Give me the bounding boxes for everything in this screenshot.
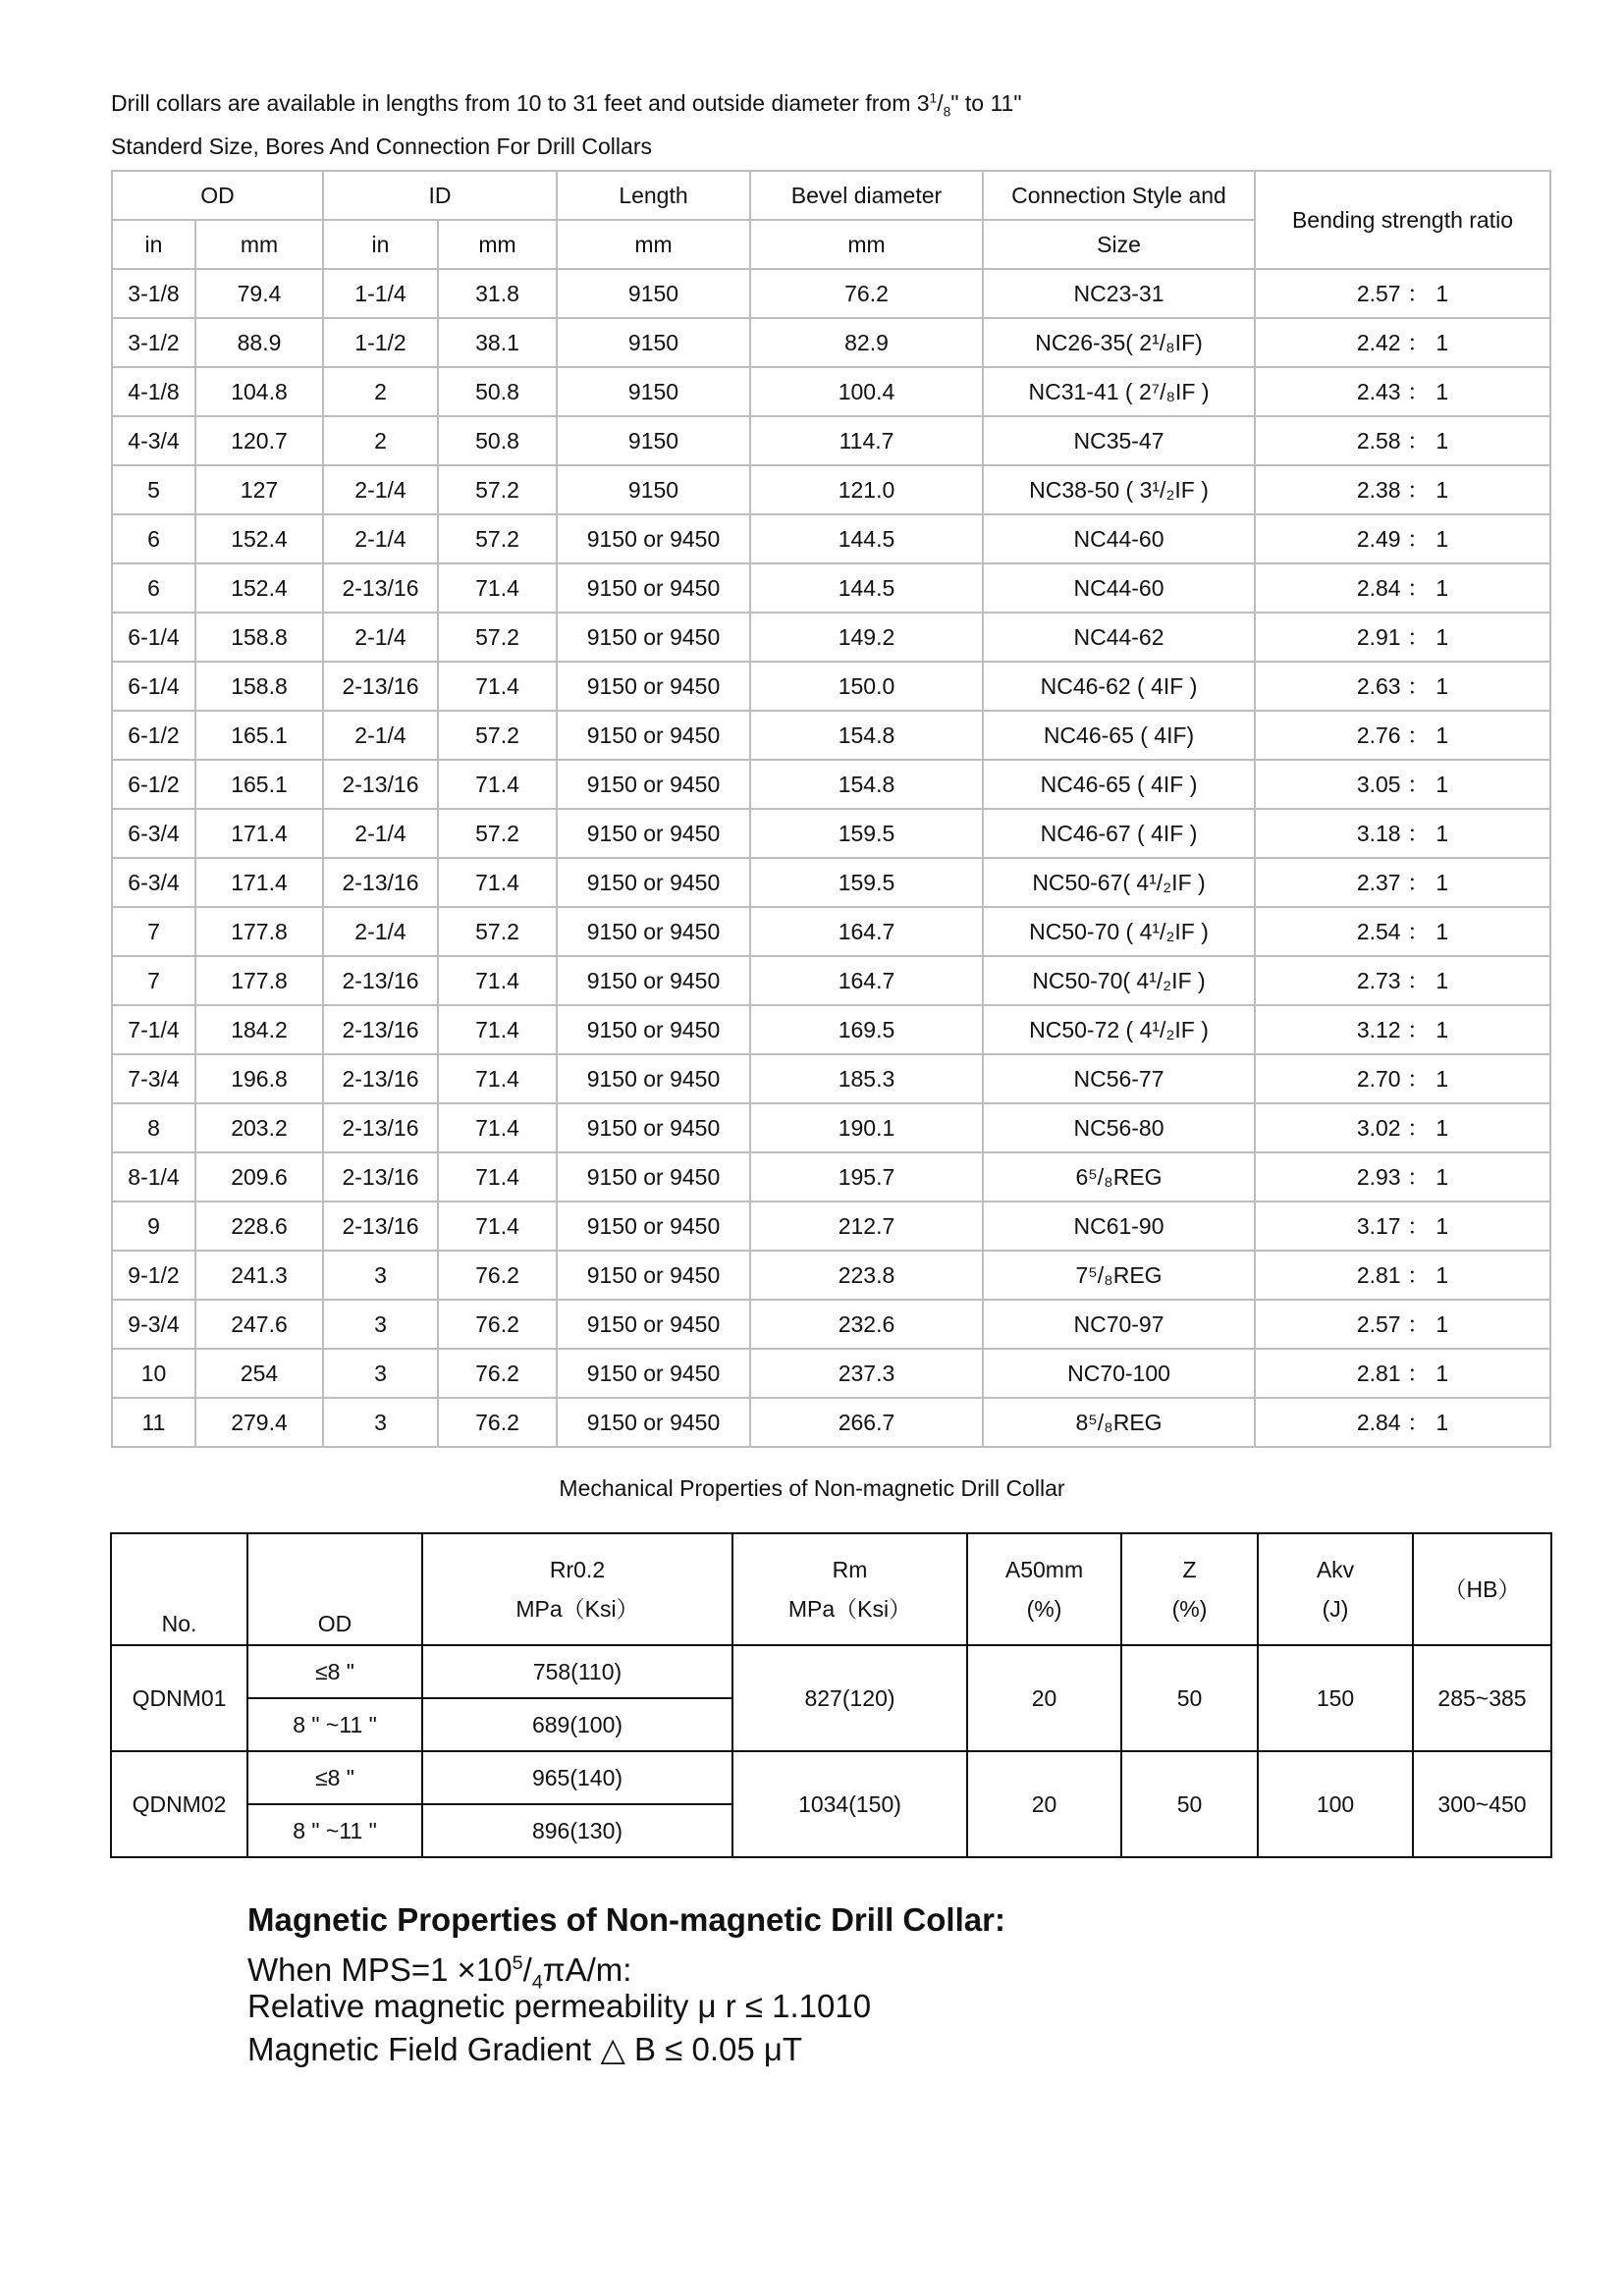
table-row — [112, 907, 1550, 956]
mech-cell-od: 8 " ~11 " — [247, 1698, 422, 1751]
mech-table-body — [111, 1645, 1551, 1857]
mech-header-akv — [1258, 1533, 1413, 1645]
cell-od-in: 8-1/4 — [112, 1152, 195, 1201]
cell-od-in: 6-1/4 — [112, 613, 195, 662]
cell-conn: NC31-41 ( 2⁷/₈IF ) — [983, 367, 1255, 416]
cell-od-in: 6-3/4 — [112, 809, 195, 858]
cell-od-in: 9-3/4 — [112, 1300, 195, 1349]
header-id-in: in — [323, 220, 438, 269]
cell-id-mm: 71.4 — [438, 1005, 557, 1054]
mech-cell-a50: 20 — [967, 1645, 1121, 1751]
cell-id-in: 2-13/16 — [323, 1201, 438, 1251]
table-row — [112, 1201, 1550, 1251]
cell-length: 9150 — [557, 318, 750, 367]
cell-od-mm: 120.7 — [195, 416, 323, 465]
cell-id-mm: 71.4 — [438, 1054, 557, 1103]
cell-od-in: 3-1/8 — [112, 269, 195, 318]
cell-bevel: 169.5 — [750, 1005, 983, 1054]
table-row — [112, 1398, 1550, 1447]
header-bending-ratio: Bending strength ratio — [1255, 171, 1550, 269]
cell-ratio: 2.81 ： 1 — [1255, 1349, 1550, 1398]
cell-conn: 8⁵/₈REG — [983, 1398, 1255, 1447]
cell-ratio: 2.57 ： 1 — [1255, 1300, 1550, 1349]
mech-header-hb: （HB） — [1413, 1533, 1551, 1645]
cell-od-in: 7 — [112, 907, 195, 956]
mech-header-a50-unit: (%) — [1026, 1596, 1062, 1622]
cell-length: 9150 — [557, 465, 750, 514]
cell-id-mm: 76.2 — [438, 1398, 557, 1447]
header-id-mm: mm — [438, 220, 557, 269]
cell-od-in: 6 — [112, 563, 195, 613]
header-length: Length — [557, 171, 750, 220]
cell-bevel: 185.3 — [750, 1054, 983, 1103]
cell-id-in: 2-13/16 — [323, 1054, 438, 1103]
cell-conn: 6⁵/₈REG — [983, 1152, 1255, 1201]
table-row — [111, 1751, 1551, 1804]
mech-cell-rr: 689(100) — [422, 1698, 732, 1751]
cell-bevel: 154.8 — [750, 711, 983, 760]
cell-id-mm: 50.8 — [438, 416, 557, 465]
table-row — [112, 1103, 1550, 1152]
mech-header-akv-label: Akv — [1316, 1557, 1355, 1582]
table-row — [112, 514, 1550, 563]
magnetic-permeability-line: Relative magnetic permeability μ r ≤ 1.1010 — [247, 1988, 872, 2024]
cell-bevel: 266.7 — [750, 1398, 983, 1447]
cell-length: 9150 or 9450 — [557, 907, 750, 956]
cell-length: 9150 or 9450 — [557, 711, 750, 760]
table-row — [112, 956, 1550, 1005]
cell-od-mm: 196.8 — [195, 1054, 323, 1103]
cell-bevel: 100.4 — [750, 367, 983, 416]
cell-ratio: 2.81 ： 1 — [1255, 1251, 1550, 1300]
cell-ratio: 2.70 ： 1 — [1255, 1054, 1550, 1103]
cell-id-mm: 76.2 — [438, 1300, 557, 1349]
cell-conn: NC50-67( 4¹/₂IF ) — [983, 858, 1255, 907]
cell-id-in: 2-1/4 — [323, 613, 438, 662]
cell-od-in: 6-1/4 — [112, 662, 195, 711]
cell-id-mm: 71.4 — [438, 760, 557, 809]
cell-id-in: 2-1/4 — [323, 465, 438, 514]
cell-conn: NC38-50 ( 3¹/₂IF ) — [983, 465, 1255, 514]
cell-conn: NC46-65 ( 4IF) — [983, 711, 1255, 760]
cell-od-in: 9-1/2 — [112, 1251, 195, 1300]
header-id: ID — [323, 171, 557, 220]
cell-id-in: 2-13/16 — [323, 1005, 438, 1054]
cell-bevel: 82.9 — [750, 318, 983, 367]
cell-od-mm: 171.4 — [195, 809, 323, 858]
collar-table-body — [112, 269, 1550, 1447]
cell-od-mm: 203.2 — [195, 1103, 323, 1152]
cell-id-in: 2-13/16 — [323, 662, 438, 711]
cell-id-mm: 76.2 — [438, 1349, 557, 1398]
cell-id-mm: 71.4 — [438, 956, 557, 1005]
cell-ratio: 3.17 ： 1 — [1255, 1201, 1550, 1251]
cell-ratio: 2.43 ： 1 — [1255, 367, 1550, 416]
drill-collar-size-table — [111, 170, 1551, 1448]
table-row — [112, 1054, 1550, 1103]
cell-ratio: 3.02 ： 1 — [1255, 1103, 1550, 1152]
cell-id-in: 3 — [323, 1251, 438, 1300]
header-od: OD — [112, 171, 323, 220]
cell-id-mm: 71.4 — [438, 858, 557, 907]
cell-length: 9150 or 9450 — [557, 1054, 750, 1103]
cell-conn: NC50-72 ( 4¹/₂IF ) — [983, 1005, 1255, 1054]
cell-length: 9150 or 9450 — [557, 858, 750, 907]
table-row — [112, 1300, 1550, 1349]
cell-length: 9150 or 9450 — [557, 1103, 750, 1152]
cell-id-mm: 71.4 — [438, 1103, 557, 1152]
mech-cell-od: 8 " ~11 " — [247, 1804, 422, 1857]
cell-id-mm: 76.2 — [438, 1251, 557, 1300]
cell-ratio: 3.18 ： 1 — [1255, 809, 1550, 858]
cell-od-mm: 152.4 — [195, 563, 323, 613]
cell-id-mm: 71.4 — [438, 662, 557, 711]
header-connection-size: Size — [983, 220, 1255, 269]
cell-conn: NC70-97 — [983, 1300, 1255, 1349]
cell-od-in: 11 — [112, 1398, 195, 1447]
intro-fraction-num: 1 — [929, 90, 938, 106]
cell-ratio: 2.37 ： 1 — [1255, 858, 1550, 907]
table-row — [112, 1005, 1550, 1054]
cell-ratio: 2.93 ： 1 — [1255, 1152, 1550, 1201]
cell-conn: NC70-100 — [983, 1349, 1255, 1398]
cell-bevel: 114.7 — [750, 416, 983, 465]
cell-bevel: 154.8 — [750, 760, 983, 809]
mech-cell-rm: 827(120) — [732, 1645, 967, 1751]
cell-ratio: 3.12 ： 1 — [1255, 1005, 1550, 1054]
cell-bevel: 149.2 — [750, 613, 983, 662]
cell-od-mm: 171.4 — [195, 858, 323, 907]
cell-od-in: 10 — [112, 1349, 195, 1398]
cell-ratio: 2.58 ： 1 — [1255, 416, 1550, 465]
cell-od-mm: 279.4 — [195, 1398, 323, 1447]
table-row — [112, 613, 1550, 662]
cell-bevel: 212.7 — [750, 1201, 983, 1251]
mech-cell-od: ≤8 " — [247, 1645, 422, 1698]
magnetic-line-1-unit: πA/m: — [542, 1951, 632, 1988]
cell-od-in: 5 — [112, 465, 195, 514]
mechanical-properties-title: Mechanical Properties of Non-magnetic Drill Collar — [559, 1475, 1065, 1501]
mech-cell-rm: 1034(150) — [732, 1751, 967, 1857]
cell-ratio: 2.91 ： 1 — [1255, 613, 1550, 662]
table-row — [112, 367, 1550, 416]
cell-od-in: 6-1/2 — [112, 760, 195, 809]
cell-od-in: 7-3/4 — [112, 1054, 195, 1103]
cell-od-mm: 247.6 — [195, 1300, 323, 1349]
mech-cell-hb: 285~385 — [1413, 1645, 1551, 1751]
cell-length: 9150 or 9450 — [557, 563, 750, 613]
cell-conn: NC46-65 ( 4IF ) — [983, 760, 1255, 809]
cell-ratio: 2.76 ： 1 — [1255, 711, 1550, 760]
cell-od-mm: 165.1 — [195, 760, 323, 809]
mech-cell-akv: 150 — [1258, 1645, 1413, 1751]
cell-id-in: 2-13/16 — [323, 1103, 438, 1152]
mech-header-a50-label: A50mm — [1004, 1557, 1084, 1582]
cell-od-in: 8 — [112, 1103, 195, 1152]
cell-id-mm: 31.8 — [438, 269, 557, 318]
cell-conn: NC44-62 — [983, 613, 1255, 662]
mech-header-rm-unit: MPa（Ksi） — [787, 1596, 912, 1622]
table-row — [112, 760, 1550, 809]
cell-od-in: 7-1/4 — [112, 1005, 195, 1054]
cell-id-mm: 57.2 — [438, 711, 557, 760]
cell-id-mm: 71.4 — [438, 563, 557, 613]
table-row — [112, 1152, 1550, 1201]
cell-length: 9150 or 9450 — [557, 662, 750, 711]
cell-id-in: 2 — [323, 416, 438, 465]
cell-length: 9150 or 9450 — [557, 1201, 750, 1251]
cell-length: 9150 or 9450 — [557, 760, 750, 809]
table-row — [112, 563, 1550, 613]
cell-ratio: 2.54 ： 1 — [1255, 907, 1550, 956]
table-row — [112, 416, 1550, 465]
cell-bevel: 121.0 — [750, 465, 983, 514]
cell-length: 9150 or 9450 — [557, 1251, 750, 1300]
mech-cell-a50: 20 — [967, 1751, 1121, 1857]
mech-header-akv-unit: (J) — [1322, 1596, 1349, 1622]
cell-length: 9150 — [557, 416, 750, 465]
mech-cell-hb: 300~450 — [1413, 1751, 1551, 1857]
mech-header-rr-label: Rr0.2 — [549, 1557, 606, 1582]
cell-od-mm: 177.8 — [195, 907, 323, 956]
header-od-mm: mm — [195, 220, 323, 269]
cell-length: 9150 — [557, 367, 750, 416]
cell-length: 9150 or 9450 — [557, 956, 750, 1005]
cell-length: 9150 or 9450 — [557, 1349, 750, 1398]
table-caption: Standerd Size, Bores And Connection For Drill Collars — [111, 133, 652, 159]
table-row — [112, 1251, 1550, 1300]
mech-header-rr — [422, 1533, 732, 1645]
mech-header-z-label: Z — [1182, 1557, 1197, 1582]
cell-od-in: 3-1/2 — [112, 318, 195, 367]
mech-header-rm-label: Rm — [832, 1557, 868, 1582]
header-od-in: in — [112, 220, 195, 269]
cell-length: 9150 or 9450 — [557, 514, 750, 563]
mech-header-od: OD — [247, 1533, 422, 1645]
cell-od-in: 6-3/4 — [112, 858, 195, 907]
cell-bevel: 164.7 — [750, 956, 983, 1005]
mech-cell-z: 50 — [1121, 1751, 1258, 1857]
cell-length: 9150 or 9450 — [557, 1300, 750, 1349]
cell-od-mm: 177.8 — [195, 956, 323, 1005]
mech-cell-od: ≤8 " — [247, 1751, 422, 1804]
cell-id-in: 1-1/4 — [323, 269, 438, 318]
cell-bevel: 150.0 — [750, 662, 983, 711]
cell-od-mm: 241.3 — [195, 1251, 323, 1300]
mech-header-rm — [732, 1533, 967, 1645]
cell-id-mm: 71.4 — [438, 1201, 557, 1251]
cell-od-mm: 104.8 — [195, 367, 323, 416]
cell-od-in: 4-1/8 — [112, 367, 195, 416]
cell-conn: NC56-80 — [983, 1103, 1255, 1152]
cell-od-in: 6-1/2 — [112, 711, 195, 760]
cell-id-mm: 57.2 — [438, 613, 557, 662]
intro-line-1-text: Drill collars are available in lengths from 10 to 31 feet and outside diameter from 3 — [111, 90, 930, 116]
mech-header-z — [1121, 1533, 1258, 1645]
cell-ratio: 2.63 ： 1 — [1255, 662, 1550, 711]
mech-header-z-unit: (%) — [1171, 1596, 1208, 1622]
cell-id-in: 1-1/2 — [323, 318, 438, 367]
cell-conn: NC23-31 — [983, 269, 1255, 318]
cell-conn: NC61-90 — [983, 1201, 1255, 1251]
cell-id-mm: 71.4 — [438, 1152, 557, 1201]
cell-id-mm: 57.2 — [438, 514, 557, 563]
cell-od-mm: 228.6 — [195, 1201, 323, 1251]
cell-od-in: 6 — [112, 514, 195, 563]
cell-od-mm: 152.4 — [195, 514, 323, 563]
magnetic-line-1-text: When MPS=1 ×10 — [247, 1951, 513, 1988]
cell-od-mm: 88.9 — [195, 318, 323, 367]
intro-line-1-end: " to 11" — [950, 90, 1022, 116]
table-row — [112, 269, 1550, 318]
cell-bevel: 190.1 — [750, 1103, 983, 1152]
cell-od-in: 7 — [112, 956, 195, 1005]
mech-cell-no: QDNM01 — [111, 1645, 247, 1751]
cell-id-in: 2-1/4 — [323, 907, 438, 956]
cell-length: 9150 or 9450 — [557, 1152, 750, 1201]
cell-od-mm: 127 — [195, 465, 323, 514]
cell-bevel: 164.7 — [750, 907, 983, 956]
table-row — [112, 809, 1550, 858]
cell-od-mm: 79.4 — [195, 269, 323, 318]
table-row — [111, 1645, 1551, 1698]
header-length-unit: mm — [557, 220, 750, 269]
cell-bevel: 159.5 — [750, 858, 983, 907]
header-bevel: Bevel diameter — [750, 171, 983, 220]
mech-cell-rr: 896(130) — [422, 1804, 732, 1857]
cell-id-mm: 38.1 — [438, 318, 557, 367]
cell-bevel: 237.3 — [750, 1349, 983, 1398]
cell-conn: NC46-62 ( 4IF ) — [983, 662, 1255, 711]
cell-id-in: 2-1/4 — [323, 809, 438, 858]
cell-id-in: 2 — [323, 367, 438, 416]
cell-length: 9150 or 9450 — [557, 1398, 750, 1447]
cell-ratio: 2.49 ： 1 — [1255, 514, 1550, 563]
cell-ratio: 3.05 ： 1 — [1255, 760, 1550, 809]
cell-bevel: 223.8 — [750, 1251, 983, 1300]
cell-ratio: 2.84 ： 1 — [1255, 1398, 1550, 1447]
mech-cell-no: QDNM02 — [111, 1751, 247, 1857]
cell-bevel: 144.5 — [750, 563, 983, 613]
cell-conn: NC44-60 — [983, 563, 1255, 613]
cell-id-in: 2-13/16 — [323, 1152, 438, 1201]
cell-id-in: 3 — [323, 1300, 438, 1349]
cell-conn: NC56-77 — [983, 1054, 1255, 1103]
cell-bevel: 195.7 — [750, 1152, 983, 1201]
magnetic-gradient-line: Magnetic Field Gradient △ B ≤ 0.05 μT — [247, 2031, 803, 2067]
magnetic-exponent: 5 — [512, 1952, 523, 1974]
magnetic-denominator: 4 — [531, 1971, 543, 1994]
magnetic-slash: / — [522, 1951, 532, 1988]
cell-id-in: 2-13/16 — [323, 858, 438, 907]
cell-conn: NC50-70 ( 4¹/₂IF ) — [983, 907, 1255, 956]
cell-od-mm: 184.2 — [195, 1005, 323, 1054]
table-row — [112, 1349, 1550, 1398]
header-bevel-unit: mm — [750, 220, 983, 269]
cell-id-in: 3 — [323, 1398, 438, 1447]
cell-ratio: 2.57 ： 1 — [1255, 269, 1550, 318]
table-row — [112, 465, 1550, 514]
cell-id-mm: 57.2 — [438, 907, 557, 956]
intro-fraction-den: 8 — [943, 104, 951, 120]
cell-od-mm: 158.8 — [195, 662, 323, 711]
cell-id-mm: 57.2 — [438, 465, 557, 514]
cell-conn: NC35-47 — [983, 416, 1255, 465]
mech-cell-rr: 758(110) — [422, 1645, 732, 1698]
mech-header-a50 — [967, 1533, 1121, 1645]
cell-bevel: 144.5 — [750, 514, 983, 563]
cell-id-in: 2-13/16 — [323, 956, 438, 1005]
cell-length: 9150 — [557, 269, 750, 318]
intro-line-1: Drill collars are available in lengths from 10 to 31 feet and outside diameter from $3^1/_8$" to 11" — [111, 90, 1022, 120]
cell-id-mm: 50.8 — [438, 367, 557, 416]
cell-conn: NC46-67 ( 4IF ) — [983, 809, 1255, 858]
mech-cell-rr: 965(140) — [422, 1751, 732, 1804]
cell-id-in: 2-13/16 — [323, 563, 438, 613]
header-connection: Connection Style and — [983, 171, 1255, 220]
mech-cell-akv: 100 — [1258, 1751, 1413, 1857]
cell-od-in: 4-3/4 — [112, 416, 195, 465]
cell-length: 9150 or 9450 — [557, 613, 750, 662]
mech-header-no: No. — [111, 1533, 247, 1645]
magnetic-properties-title: Magnetic Properties of Non-magnetic Drill Collar: — [247, 1901, 1005, 1938]
cell-ratio: 2.42 ： 1 — [1255, 318, 1550, 367]
cell-id-mm: 57.2 — [438, 809, 557, 858]
cell-length: 9150 or 9450 — [557, 809, 750, 858]
cell-conn: NC26-35( 2¹/₈IF) — [983, 318, 1255, 367]
table-row — [112, 711, 1550, 760]
cell-id-in: 2-13/16 — [323, 760, 438, 809]
cell-od-mm: 254 — [195, 1349, 323, 1398]
mechanical-properties-table — [110, 1532, 1552, 1858]
cell-bevel: 76.2 — [750, 269, 983, 318]
cell-length: 9150 or 9450 — [557, 1005, 750, 1054]
cell-od-mm: 158.8 — [195, 613, 323, 662]
mech-cell-z: 50 — [1121, 1645, 1258, 1751]
cell-id-in: 2-1/4 — [323, 711, 438, 760]
cell-bevel: 232.6 — [750, 1300, 983, 1349]
cell-ratio: 2.38 ： 1 — [1255, 465, 1550, 514]
cell-conn: NC44-60 — [983, 514, 1255, 563]
cell-id-in: 2-1/4 — [323, 514, 438, 563]
cell-ratio: 2.84 ： 1 — [1255, 563, 1550, 613]
cell-conn: 7⁵/₈REG — [983, 1251, 1255, 1300]
cell-od-mm: 165.1 — [195, 711, 323, 760]
table-row — [112, 662, 1550, 711]
table-row — [112, 858, 1550, 907]
mech-header-rr-unit: MPa（Ksi） — [515, 1596, 639, 1622]
cell-id-in: 3 — [323, 1349, 438, 1398]
cell-bevel: 159.5 — [750, 809, 983, 858]
cell-conn: NC50-70( 4¹/₂IF ) — [983, 956, 1255, 1005]
cell-od-in: 9 — [112, 1201, 195, 1251]
cell-od-mm: 209.6 — [195, 1152, 323, 1201]
cell-ratio: 2.73 ： 1 — [1255, 956, 1550, 1005]
table-row — [112, 318, 1550, 367]
